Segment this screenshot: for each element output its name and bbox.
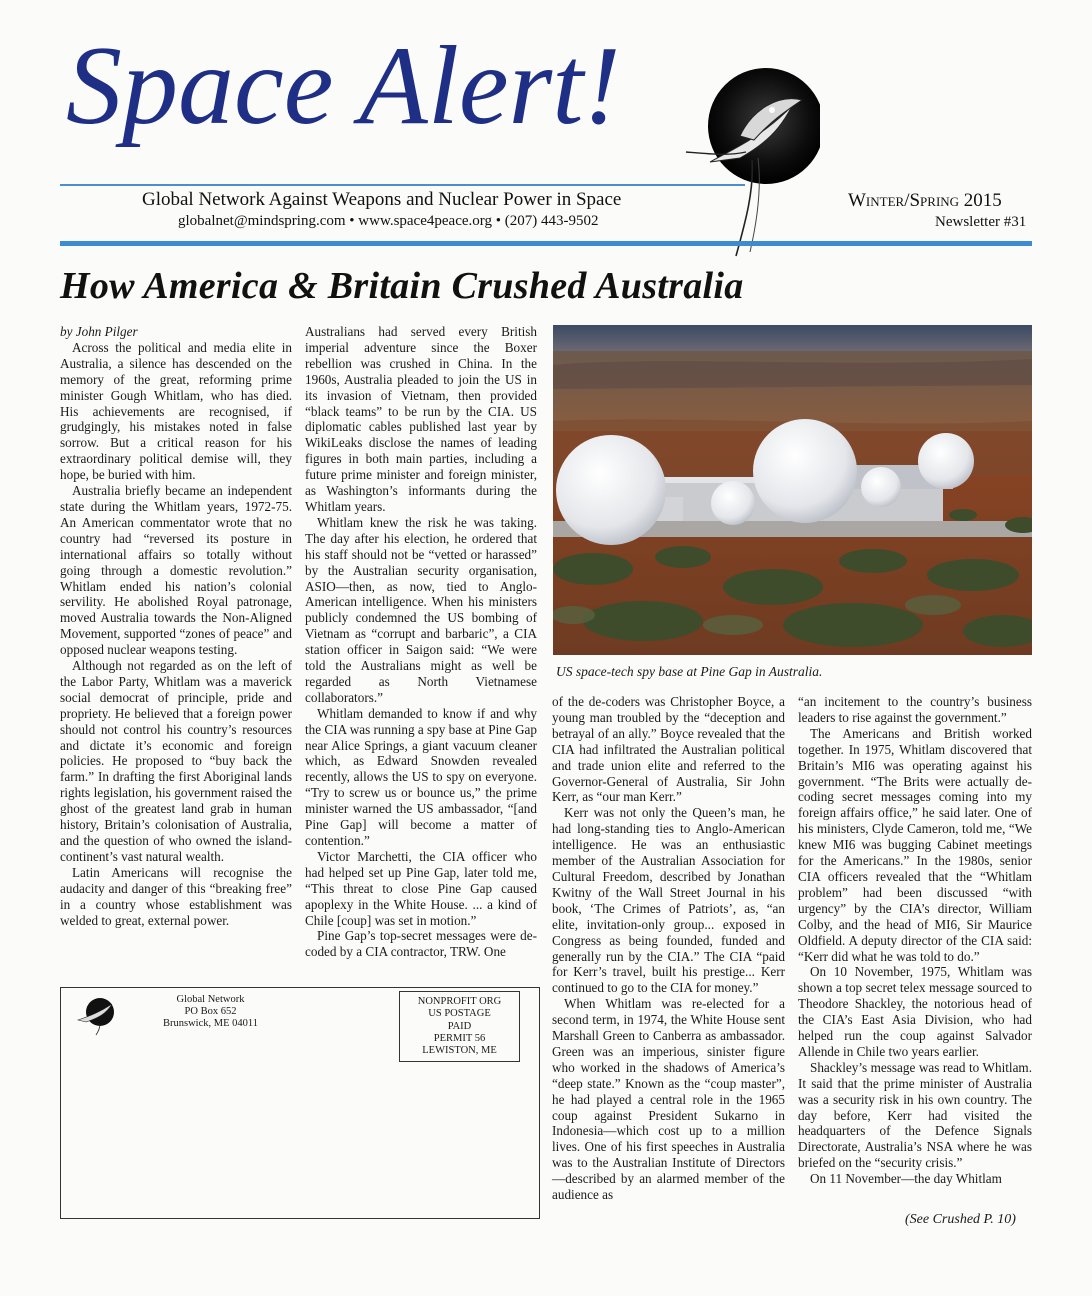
article-paragraph: Australia briefly became an independent state during the Whitlam years, 1972-75. An American commentator wrote that no country had “reversed its posture in international affairs so totally without going through a domestic revolution.” Whitlam ended his nation’s colonial servility. He abolished Royal patronage, moved Australia towards the Non-Aligned Movement, supported “zones of peace” and opposed nuclear weapons testing.: [60, 483, 292, 658]
article-paragraph: On 11 November—the day Whitlam: [810, 1171, 1002, 1187]
article-paragraph: The Americans and British worked together. In 1975, Whitlam discovered that Britain’s MI6 was operating against his government. “The Brits were actually de-coding secret messages coming into my foreign affairs office,” he said later. One of his ministers, Clyde Cameron, told me, “We knew MI6 was bugging Cabinet meetings for the Americans.” In the 1980s, senior CIA officers revealed that the “Whitlam problem” had been discussed “with urgency” by the CIA’s director, William Colby, and the head of MI6, Sir Maurice Oldfield. A deputy director of the CIA said: “Kerr did what he was told to do.”: [798, 725, 1032, 964]
article-paragraph: When Whitlam was re-elected for a second term, in 1974, the White House sent Marshall Green to Canberra as ambassador. Green was an imperious, sinister figure who worked in the shadows of America’s “deep state.” Known as the “coup master”, he had played a central role in the 1965 coup against President Sukarno in Indonesia—which cost up to a million lives. One of his first speeches in Australia was to the Australian Institute of Directors—described by an alarmed member of the audience as: [552, 996, 785, 1203]
article-paragraph: Whitlam demanded to know if and why the CIA was running a spy base at Pine Gap near Alice Springs, a giant vacuum cleaner which, as Edward Snowden revealed recently, allows the US to spy on everyone. “Try to screw us or bounce us,” the prime minister warned the US ambassador, “[and Pine Gap] will become a matter of contention.”: [305, 705, 537, 848]
return-address-line: Brunswick, ME 04011: [163, 1018, 258, 1029]
indicia-line: NONPROFIT ORG: [417, 996, 502, 1007]
masthead-tagline: Global Network Against Weapons and Nuclear Power in Space: [142, 189, 622, 210]
continued-on-page-note: (See Crushed P. 10): [905, 1212, 1016, 1227]
article-paragraph: of the de-coders was Christopher Boyce, a young man troubled by the “deception and betrayal of an ally.” Boyce revealed that the CIA had infiltrated the Australian political and trade union elite and referred to the Governor-General of Australia, Sir John Kerr, as “our man Kerr.”: [552, 694, 785, 805]
article-paragraph: Pine Gap’s top-secret messages were de-coded by a CIA contractor, TRW. One: [305, 928, 537, 960]
article-paragraph: Victor Marchetti, the CIA officer who had helped set up Pine Gap, later told me, “This threat to close Pine Gap caused apoplexy in the White House. ... a kind of Chile [coup] was set in motion.”: [305, 848, 537, 928]
article-paragraph: Latin Americans will recognise the audacity and danger of this “breaking free” in a country whose establishment was welded to great, external power.: [60, 864, 292, 928]
masthead-contact-info: globalnet@mindspring.com • www.space4peace.org • (207) 443-9502: [178, 213, 599, 229]
indicia-line: PAID: [447, 1020, 472, 1032]
pine-gap-photo: [553, 325, 1032, 655]
return-address-line: PO Box 652: [184, 1006, 237, 1017]
article-column-3: [552, 694, 785, 1203]
article-paragraph: On 10 November, 1975, Whitlam was shown a top secret telex message sourced to Theodore Shackley, the notorious head of the CIA’s East Asia Division, who had helped run the coup against Salvador Allende in Chile two years earlier.: [798, 964, 1032, 1059]
article-byline: by John Pilger: [60, 324, 138, 339]
indicia-line: LEWISTON, ME: [422, 1045, 497, 1057]
article-paragraph: Whitlam knew the risk he was taking. The day after his election, he ordered that his staff should not be “vetted or harassed” by the Australian security organisation, ASIO—then, as now, tied to Anglo-American intelligence. When his ministers publicly condemned the US bombing of Vietnam as “corrupt and barbaric”, a CIA station officer in Saigon said: “We were told the Australians might as well be regarded as North Vietnamese collaborators.”: [305, 514, 537, 705]
issue-number: Newsletter #31: [935, 214, 1027, 230]
return-address: [163, 994, 258, 1030]
article-headline: How America & Britain Crushed Australia: [60, 265, 744, 307]
masthead-thin-rule: [60, 184, 745, 186]
article-paragraph: Australians had served every British imperial adventure since the Boxer rebellion was crushed in China. In the 1960s, Australia pleaded to join the US in its invasion of Vietnam, then provided “black teams” to be run by the CIA. US diplomatic cables published last year by WikiLeaks disclose the names of leading figures in both main parties, including a future prime minister and foreign minister, as Washington’s informants during the Whitlam years.: [305, 324, 537, 514]
winged-globe-logo-icon: [680, 40, 820, 270]
mailing-logo-icon: [76, 994, 122, 1036]
postage-indicia: [399, 991, 520, 1062]
return-address-line: Global Network: [176, 994, 245, 1005]
article-paragraph: Kerr was not only the Queen’s man, he had long-standing ties to Anglo-American intelligence. He was an enthusiastic member of the Australian Association for Cultural Freedom, described by Jonathan Kwitny of the Wall Street Journal in his book, ‘The Crimes of Patriots’, as, “an elite, invitation-only group... exposed in Congress as being founded, funded and generally run by the CIA.” The CIA “paid for Kerr’s travel, built his prestige... Kerr continued to go to the CIA for money.”: [552, 805, 785, 996]
photo-caption: US space-tech spy base at Pine Gap in Australia.: [556, 664, 823, 679]
indicia-line: PERMIT 56: [433, 1032, 486, 1044]
article-paragraph: Shackley’s message was read to Whitlam. It said that the prime minister of Australia was a security risk in his own country. The day before, Kerr had visited the headquarters of the Defence Signals Directorate, Australia’s NSA where he was briefed on the “security crisis.”: [798, 1059, 1032, 1171]
article-column-1: [60, 324, 292, 928]
masthead-title: Space Alert!: [66, 24, 621, 148]
article-paragraph: “an incitement to the country’s business leaders to rise against the government.”: [798, 694, 1032, 725]
masthead-thick-rule: [60, 241, 1032, 246]
issue-season: Winter/Spring 2015: [848, 190, 1002, 211]
article-paragraph: Across the political and media elite in Australia, a silence has descended on the memory of the great, reforming prime minister Gough Whitlam, who has died. His achievements are recognised, if grudgingly, his mistakes noted in false sorrow. But a critical reason for his extraordinary political demise will, they hope, be buried with him.: [60, 339, 292, 483]
article-column-4: [798, 694, 1032, 1187]
indicia-line: US POSTAGE: [428, 1008, 491, 1020]
article-paragraph: Although not regarded as on the left of the Labor Party, Whitlam was a maverick social democrat of principle, pride and propriety. He believed that a foreign power should not control his country’s resources and dictate it’s economic and foreign policies. He proposed to “buy back the farm.” In drafting the first Aboriginal lands rights legislation, his government raised the ghost of the greatest land grab in human history, Britain’s colonisation of Australia, and the question of who owned the island-continent’s vast natural wealth.: [60, 658, 292, 864]
article-column-2: [305, 324, 537, 960]
